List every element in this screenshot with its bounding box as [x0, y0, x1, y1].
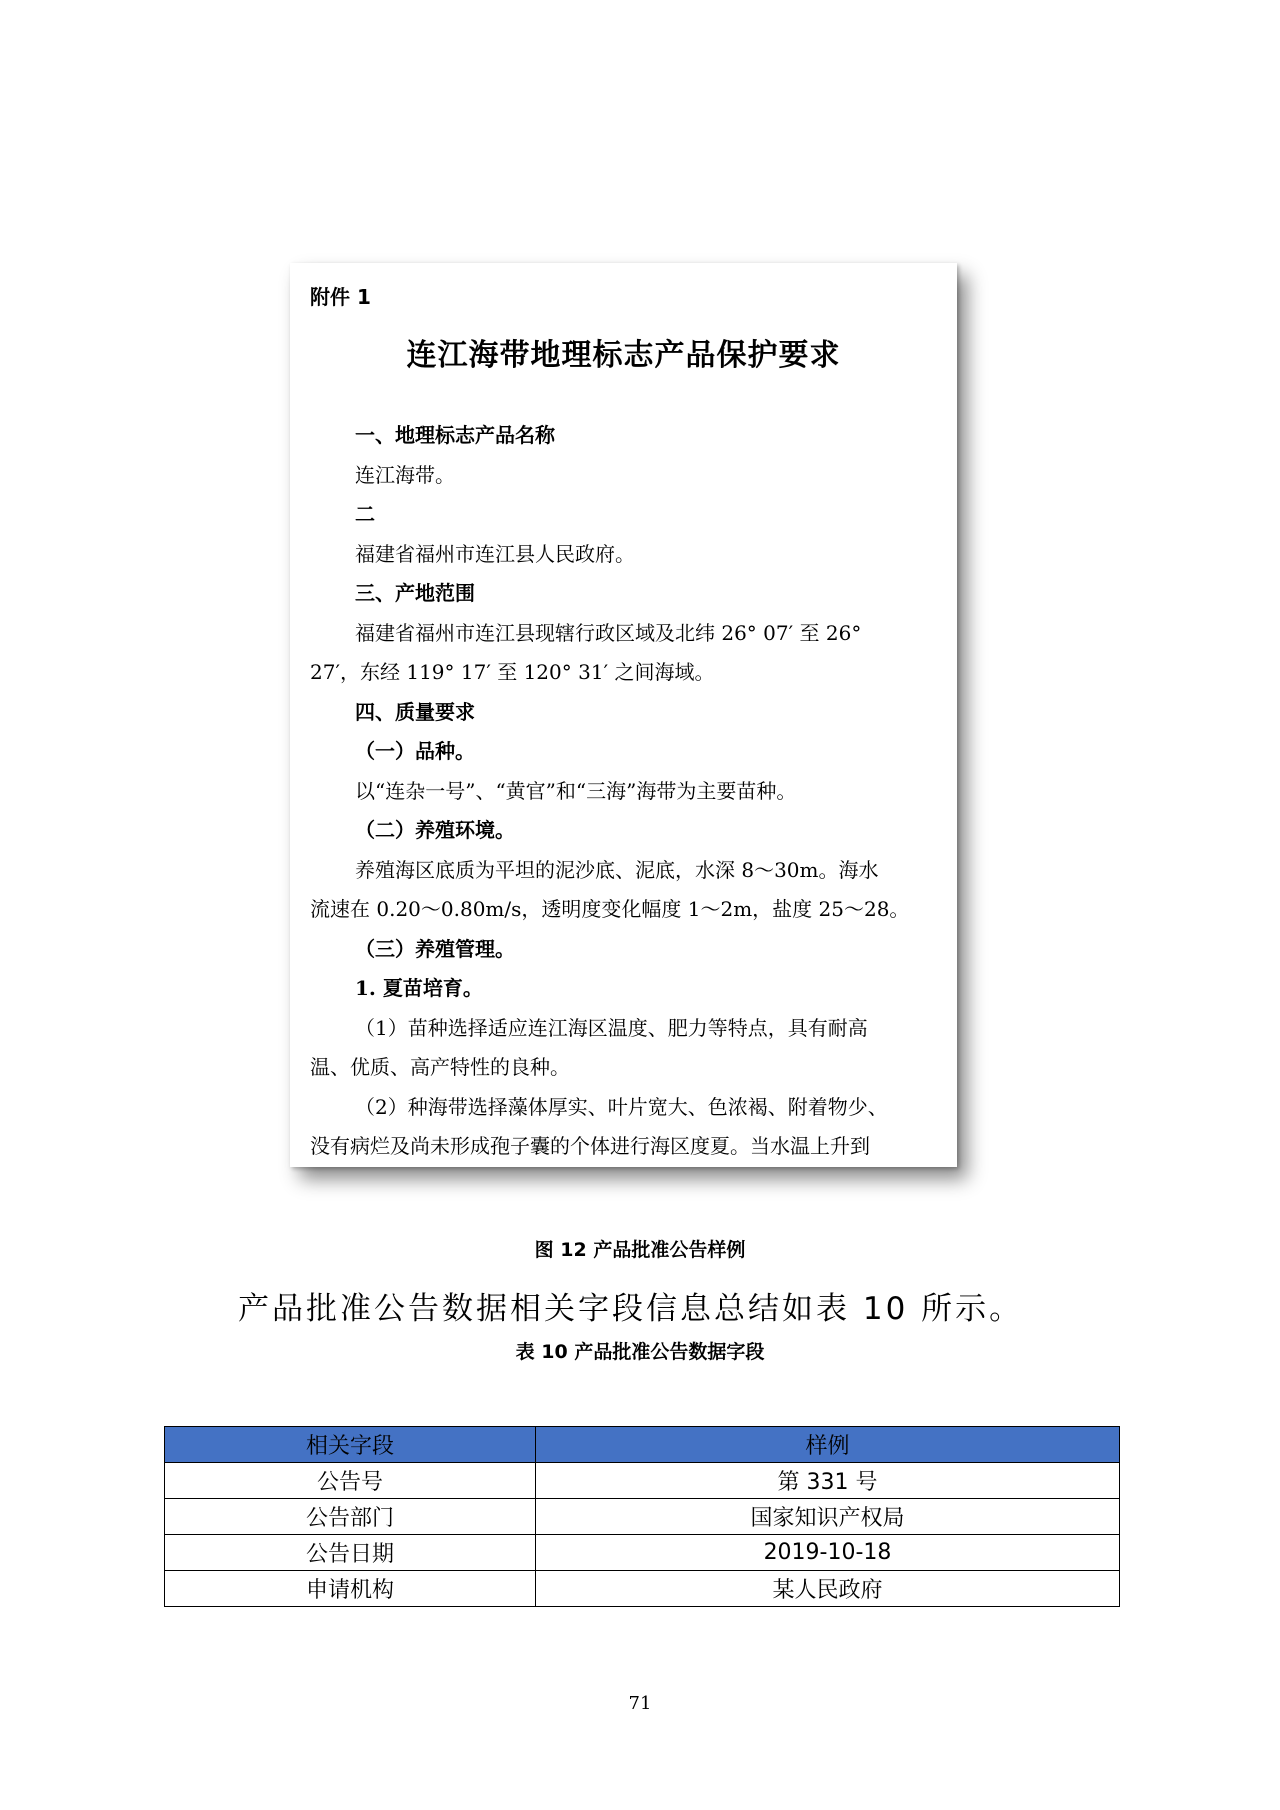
figure-caption: 图 12 产品批准公告样例 — [534, 1239, 746, 1261]
text-line: 温、优质、高产特性的良种。 — [310, 1055, 570, 1079]
cell-field: 公告日期 — [165, 1535, 536, 1571]
subsection-heading: （二）养殖环境。 — [355, 818, 515, 842]
table-header-row — [165, 1427, 1120, 1463]
table-row — [165, 1499, 1120, 1535]
text-line: 流速在 0.20～0.80m/s，透明度变化幅度 1～2m，盐度 25～28。 — [310, 897, 910, 921]
section-heading: 三、产地范围 — [355, 581, 475, 605]
text-line: 养殖海区底质为平坦的泥沙底、泥底，水深 8～30m。海水 — [355, 857, 879, 882]
cell-example: 2019-10-18 — [536, 1535, 1120, 1571]
body-paragraph: 产品批准公告数据相关字段信息总结如表 10 所示。 — [238, 1291, 1024, 1327]
announcement-sample-figure — [290, 263, 957, 1167]
text-line: 27′，东经 119° 17′ 至 120° 31′ 之间海域。 — [310, 660, 715, 684]
header-field: 相关字段 — [165, 1427, 536, 1463]
text-line: 福建省福州市连江县现辖行政区域及北纬 26° 07′ 至 26° — [355, 620, 862, 645]
section-heading: 二 — [355, 502, 375, 526]
text-line: （2）种海带选择藻体厚实、叶片宽大、色浓褐、附着物少、 — [355, 1094, 888, 1119]
table-caption: 表 10 产品批准公告数据字段 — [515, 1341, 765, 1363]
cell-field: 公告号 — [165, 1463, 536, 1499]
cell-example: 某人民政府 — [536, 1571, 1120, 1607]
section-heading: 一、地理标志产品名称 — [355, 423, 555, 447]
cell-field: 公告部门 — [165, 1499, 536, 1535]
cell-example: 国家知识产权局 — [536, 1499, 1120, 1535]
text-line: 以“连杂一号”、“黄官”和“三海”海带为主要苗种。 — [355, 778, 797, 803]
fields-table — [164, 1426, 1120, 1607]
text-line: 福建省福州市连江县人民政府。 — [355, 541, 635, 566]
subsection-heading: 1. 夏苗培育。 — [355, 976, 483, 1000]
text-line: （1）苗种选择适应连江海区温度、肥力等特点，具有耐高 — [355, 1015, 868, 1040]
document-title: 连江海带地理标志产品保护要求 — [406, 338, 841, 373]
text-line: 没有病烂及尚未形成孢子囊的个体进行海区度夏。当水温上升到 — [310, 1134, 870, 1158]
attachment-label: 附件 1 — [310, 285, 371, 309]
figure-body — [310, 416, 937, 1167]
table-row — [165, 1571, 1120, 1607]
subsection-heading: （三）养殖管理。 — [355, 936, 515, 961]
cell-field: 申请机构 — [165, 1571, 536, 1607]
cell-example: 第 331 号 — [536, 1463, 1120, 1499]
table-row — [165, 1463, 1120, 1499]
text-line: 连江海带。 — [355, 462, 455, 487]
section-heading: 四、质量要求 — [355, 699, 475, 724]
subsection-heading: （一）品种。 — [355, 739, 475, 763]
header-example: 样例 — [536, 1427, 1120, 1463]
table-row — [165, 1535, 1120, 1571]
page-number: 71 — [628, 1693, 652, 1714]
